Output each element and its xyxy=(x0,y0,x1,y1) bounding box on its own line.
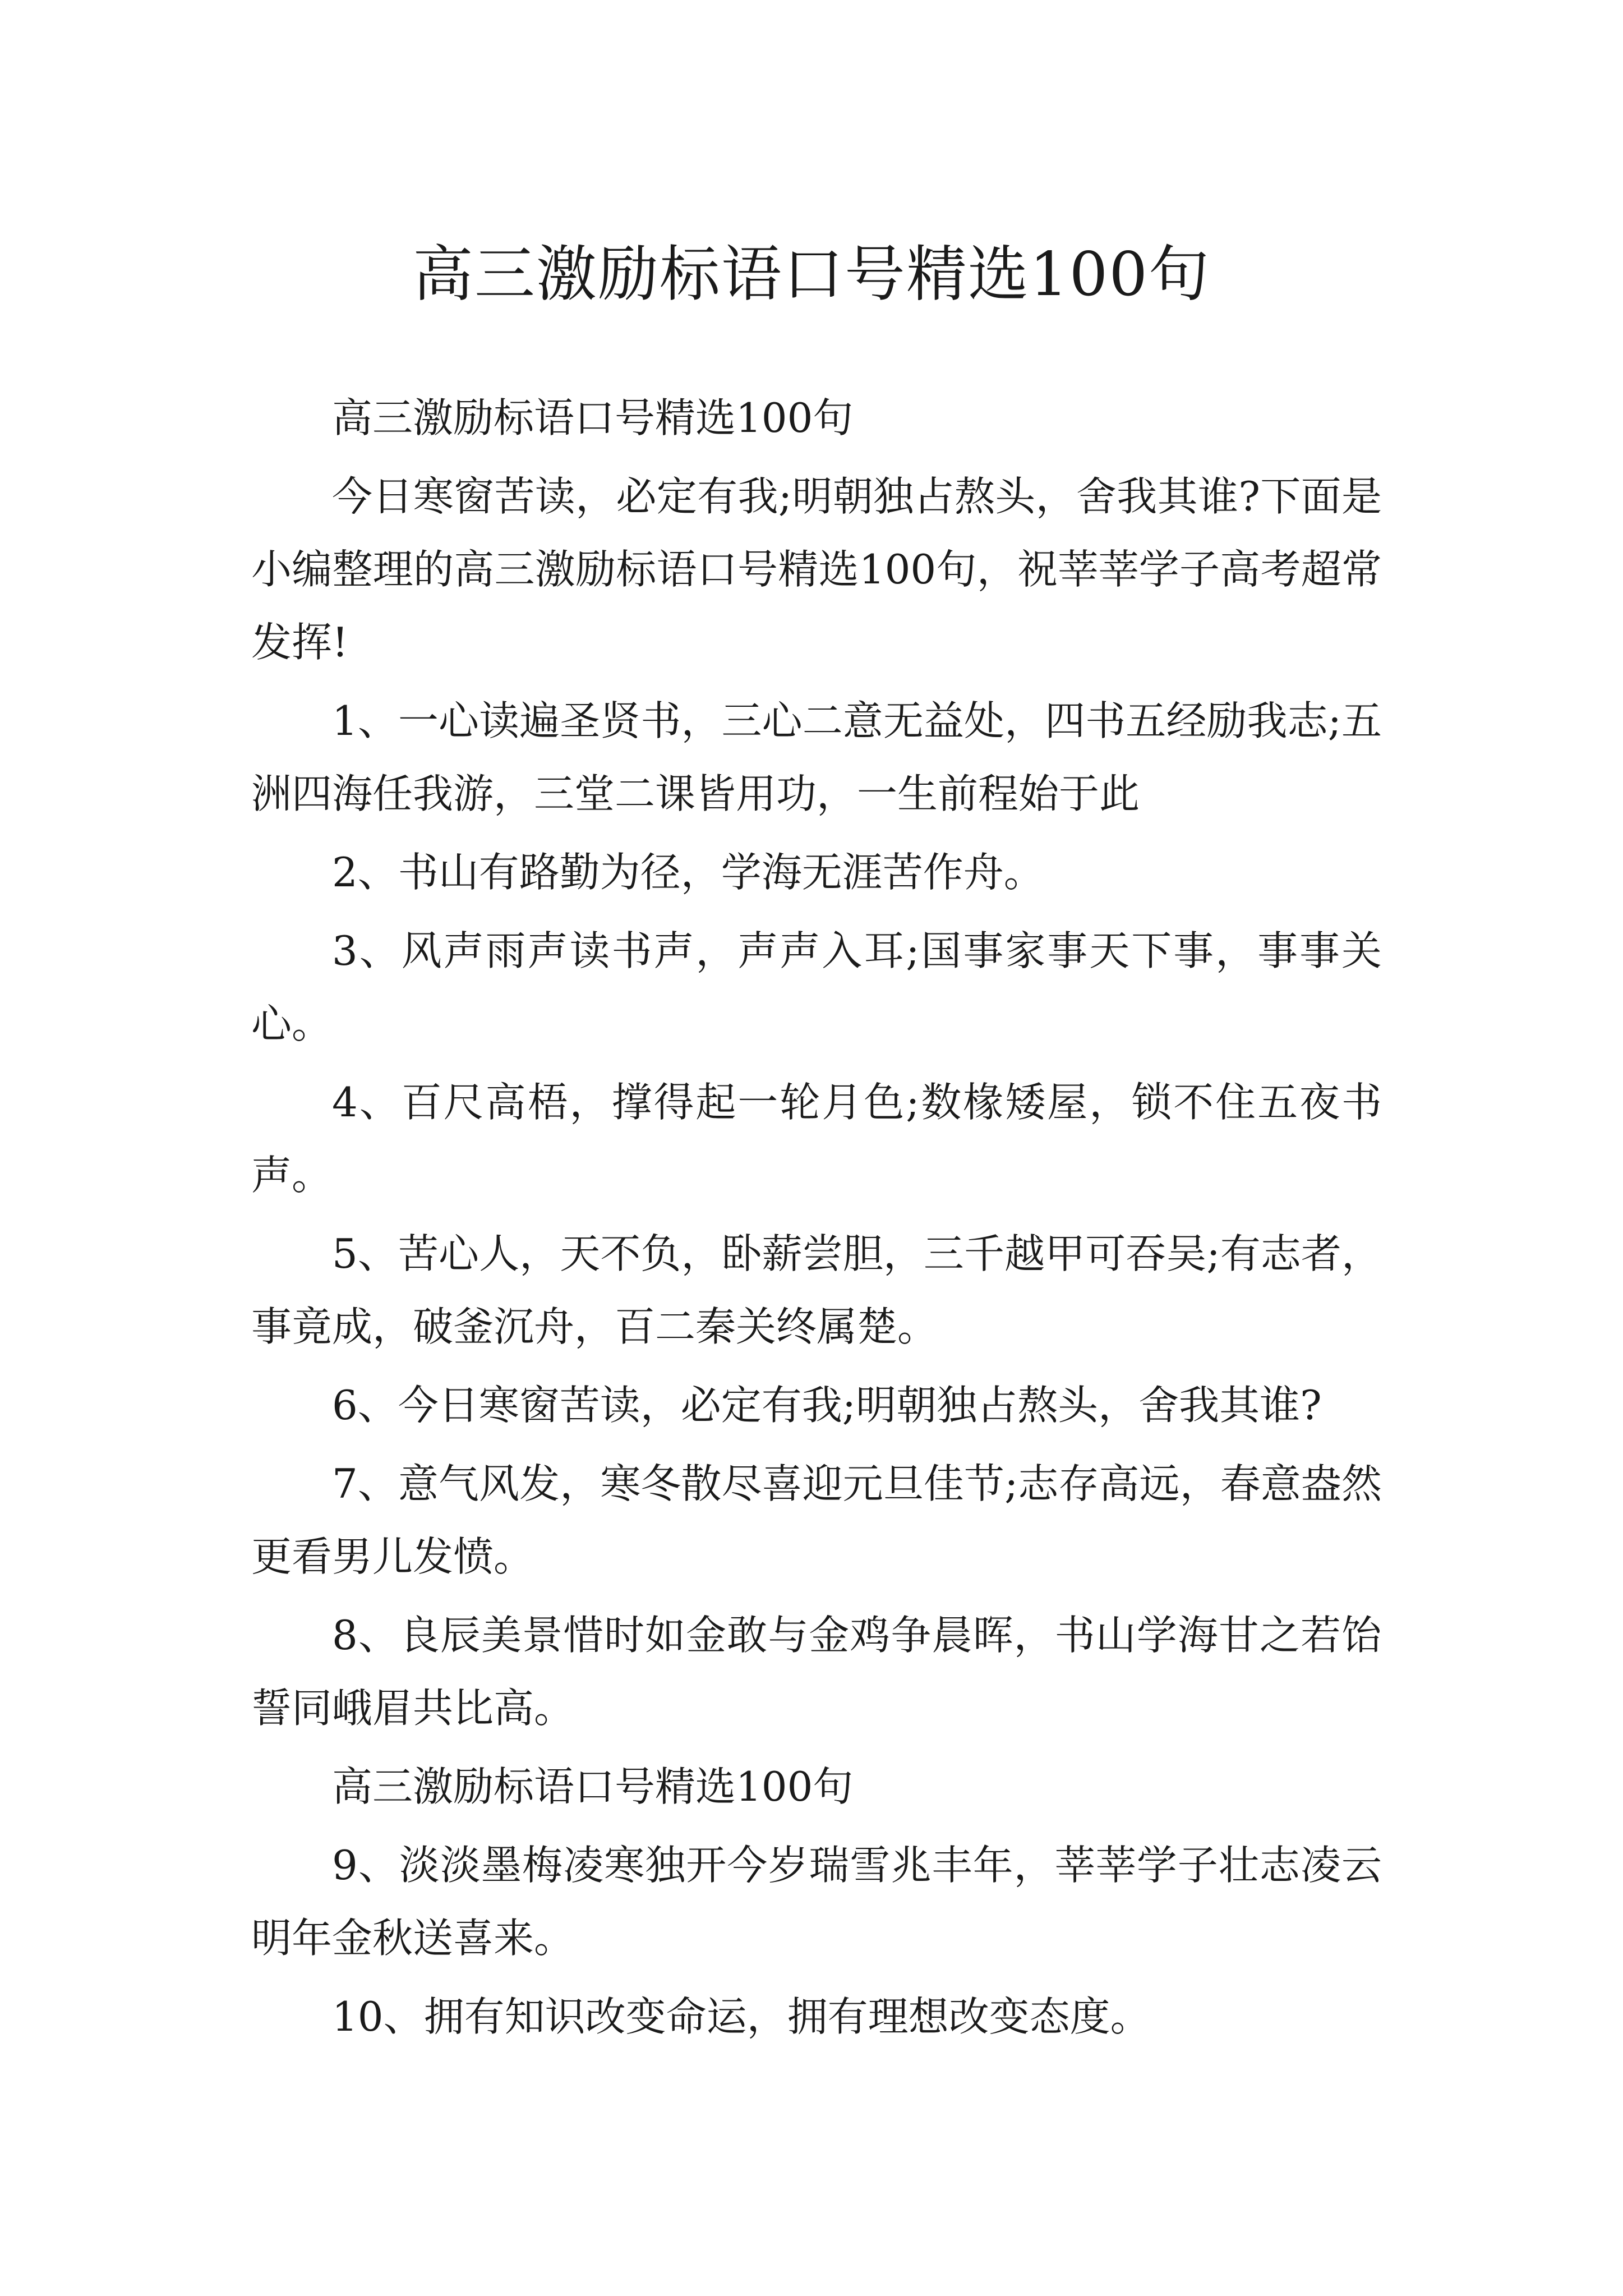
paragraph-item-10: 10、拥有知识改变命运，拥有理想改变态度。 xyxy=(332,1993,1151,2040)
paragraph-item-3: 3、风声雨声读书声，声声入耳;国事家事天下事，事事关心。 xyxy=(251,927,1382,1047)
paragraph-item-1: 1、一心读遍圣贤书，三心二意无益处，四书五经励我志;五洲四海任我游，三堂二课皆用功，一生前程始于此 xyxy=(251,697,1382,817)
paragraph-section-heading: 高三激励标语口号精选100句 xyxy=(332,1763,854,1810)
paragraph-item-2: 2、书山有路勤为径，学海无涯苦作舟。 xyxy=(332,849,1044,896)
paragraph-item-9: 9、淡淡墨梅凌寒独开今岁瑞雪兆丰年，莘莘学子壮志凌云明年金秋送喜来。 xyxy=(251,1842,1382,1962)
paragraph-item-5: 5、苦心人，天不负，卧薪尝胆，三千越甲可吞吴;有志者，事竟成，破釜沉舟，百二秦关终属楚。 xyxy=(251,1230,1382,1350)
paragraph-subtitle: 高三激励标语口号精选100句 xyxy=(332,394,854,441)
paragraph-intro: 今日寒窗苦读，必定有我;明朝独占熬头，舍我其谁?下面是小编整理的高三激励标语口号精选100句，祝莘莘学子高考超常发挥! xyxy=(251,473,1382,666)
document-body xyxy=(251,381,1382,2059)
paragraph-item-4: 4、百尺高梧，撑得起一轮月色;数椽矮屋，锁不住五夜书声。 xyxy=(251,1079,1382,1199)
paragraph-item-6: 6、今日寒窗苦读，必定有我;明朝独占熬头，舍我其谁? xyxy=(332,1382,1322,1429)
paragraph-item-7: 7、意气风发，寒冬散尽喜迎元旦佳节;志存高远，春意盎然更看男儿发愤。 xyxy=(251,1460,1382,1580)
document-title: 高三激励标语口号精选100句 xyxy=(412,240,1211,310)
paragraph-item-8: 8、良辰美景惜时如金敢与金鸡争晨晖，书山学海甘之若饴誓同峨眉共比高。 xyxy=(251,1612,1382,1732)
